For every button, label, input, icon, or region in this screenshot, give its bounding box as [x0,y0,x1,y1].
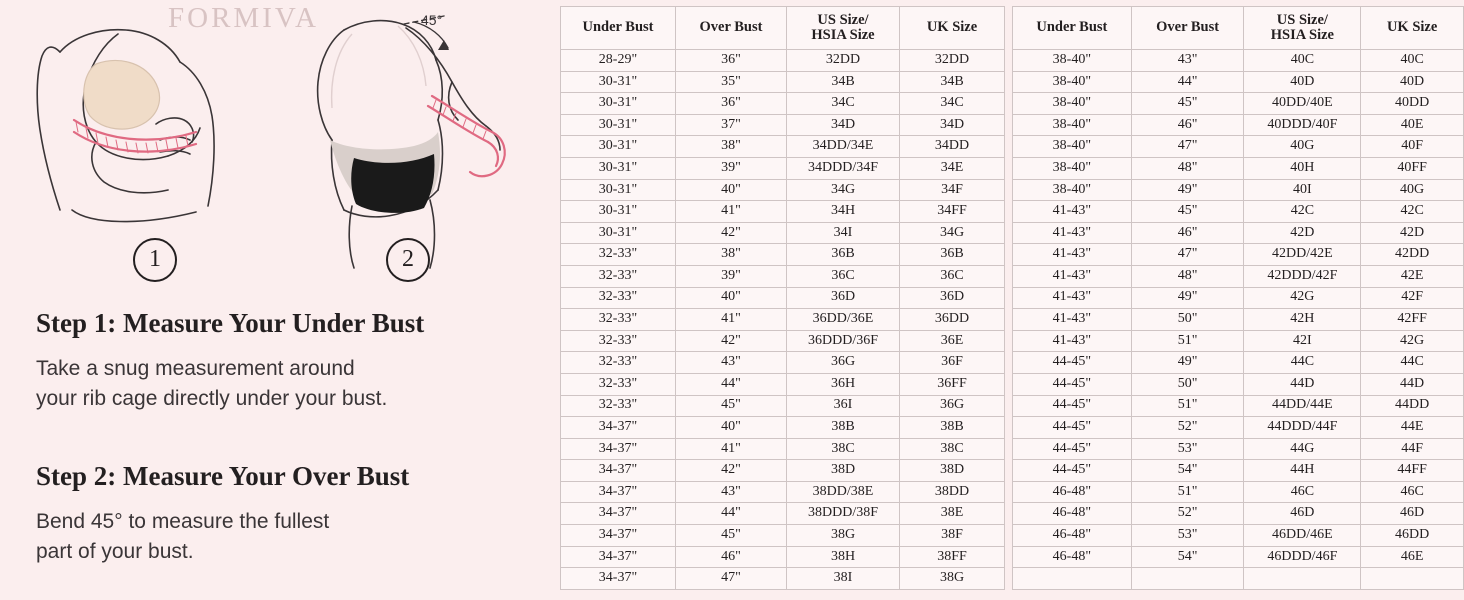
cell-under-bust [1013,568,1132,590]
cell-under-bust: 30-31" [561,136,676,158]
cell-uk-size: 42F [1361,287,1464,309]
size-table-left-head [561,7,1005,50]
cell-under-bust: 34-37" [561,417,676,439]
cell-uk-size: 40FF [1361,157,1464,179]
step2-body-line2: part of your bust. [36,540,194,563]
step-marker-2: 2 [386,238,430,282]
cell-uk-size: 40D [1361,71,1464,93]
table-row [1013,546,1464,568]
cell-under-bust: 44-45" [1013,395,1132,417]
cell-over-bust: 52" [1131,503,1244,525]
cell-uk-size: 42FF [1361,309,1464,331]
cell-uk-size: 38E [900,503,1005,525]
cell-uk-size: 40C [1361,50,1464,72]
cell-uk-size: 36B [900,244,1005,266]
cell-us-size: 38H [787,546,900,568]
cell-over-bust: 47" [1131,136,1244,158]
cell-over-bust: 50" [1131,309,1244,331]
cell-uk-size: 46E [1361,546,1464,568]
size-table-right-body [1013,50,1464,590]
cell-us-size: 40C [1244,50,1361,72]
header-under-bust: Under Bust [1013,7,1132,50]
table-row [561,287,1005,309]
cell-over-bust: 50" [1131,373,1244,395]
cell-over-bust: 53" [1131,525,1244,547]
step1-body-line1: Take a snug measurement around [36,357,355,380]
table-row [561,93,1005,115]
cell-over-bust: 47" [676,568,787,590]
cell-us-size: 44C [1244,352,1361,374]
cell-under-bust: 30-31" [561,93,676,115]
cell-over-bust: 41" [676,309,787,331]
cell-uk-size: 34B [900,71,1005,93]
table-row [561,201,1005,223]
cell-us-size: 44G [1244,438,1361,460]
cell-over-bust: 42" [676,460,787,482]
cell-uk-size: 46DD [1361,525,1464,547]
table-row [1013,417,1464,439]
header-us-size [1244,7,1361,50]
header-uk-size: UK Size [1361,7,1464,50]
cell-under-bust: 30-31" [561,201,676,223]
table-row [561,114,1005,136]
cell-uk-size [1361,568,1464,590]
cell-uk-size: 34G [900,222,1005,244]
cell-over-bust: 40" [676,287,787,309]
cell-uk-size: 44E [1361,417,1464,439]
table-row [1013,287,1464,309]
cell-uk-size: 40G [1361,179,1464,201]
table-row [1013,395,1464,417]
cell-under-bust: 32-33" [561,330,676,352]
cell-under-bust: 38-40" [1013,93,1132,115]
cell-over-bust: 43" [1131,50,1244,72]
cell-over-bust: 51" [1131,395,1244,417]
cell-uk-size: 34DD [900,136,1005,158]
table-row [561,157,1005,179]
table-row [1013,309,1464,331]
cell-over-bust: 40" [676,417,787,439]
table-row [1013,201,1464,223]
cell-us-size: 36B [787,244,900,266]
cell-us-size: 42I [1244,330,1361,352]
cell-uk-size: 36DD [900,309,1005,331]
cell-over-bust: 39" [676,265,787,287]
cell-us-size: 38C [787,438,900,460]
cell-under-bust: 44-45" [1013,352,1132,374]
cell-under-bust: 32-33" [561,395,676,417]
cell-us-size: 40D [1244,71,1361,93]
cell-under-bust: 41-43" [1013,244,1132,266]
cell-under-bust: 32-33" [561,265,676,287]
cell-us-size: 36H [787,373,900,395]
cell-us-size: 44D [1244,373,1361,395]
size-table-left-wrapper [560,6,1005,590]
cell-us-size: 42DD/42E [1244,244,1361,266]
cell-over-bust: 38" [676,244,787,266]
size-table-left-body [561,50,1005,590]
cell-us-size: 34H [787,201,900,223]
table-row [561,417,1005,439]
cell-us-size: 46D [1244,503,1361,525]
cell-under-bust: 41-43" [1013,309,1132,331]
table-row [1013,525,1464,547]
cell-under-bust: 34-37" [561,481,676,503]
cell-under-bust: 34-37" [561,546,676,568]
header-uk-size: UK Size [900,7,1005,50]
cell-uk-size: 42C [1361,201,1464,223]
cell-over-bust: 41" [676,438,787,460]
cell-over-bust: 44" [676,503,787,525]
cell-over-bust: 51" [1131,330,1244,352]
cell-over-bust: 45" [1131,93,1244,115]
cell-us-size: 46DDD/46F [1244,546,1361,568]
cell-over-bust: 43" [676,481,787,503]
header-us-size-line1: US Size/ [817,11,869,28]
cell-us-size: 44DD/44E [1244,395,1361,417]
cell-under-bust: 44-45" [1013,438,1132,460]
cell-over-bust: 53" [1131,438,1244,460]
cell-under-bust: 34-37" [561,568,676,590]
table-row [561,503,1005,525]
cell-under-bust: 34-37" [561,438,676,460]
cell-uk-size: 46D [1361,503,1464,525]
cell-under-bust: 41-43" [1013,201,1132,223]
table-row [561,50,1005,72]
cell-under-bust: 38-40" [1013,71,1132,93]
table-row [561,460,1005,482]
cell-under-bust: 38-40" [1013,157,1132,179]
table-row [1013,93,1464,115]
cell-under-bust: 38-40" [1013,50,1132,72]
cell-us-size: 34DDD/34F [787,157,900,179]
cell-over-bust: 35" [676,71,787,93]
table-row [1013,330,1464,352]
table-row [561,395,1005,417]
cell-under-bust: 41-43" [1013,287,1132,309]
size-table-left [560,6,1005,590]
table-row [1013,481,1464,503]
table-row [561,352,1005,374]
cell-uk-size: 34F [900,179,1005,201]
cell-over-bust: 48" [1131,157,1244,179]
cell-us-size: 38B [787,417,900,439]
table-row [561,309,1005,331]
header-us-size-line2: HSIA Size [1270,27,1334,43]
cell-under-bust: 41-43" [1013,265,1132,287]
table-row [561,136,1005,158]
table-row [1013,222,1464,244]
brand-logo: FORMIVA [168,2,320,34]
cell-over-bust: 45" [676,525,787,547]
table-row [561,546,1005,568]
cell-over-bust: 54" [1131,546,1244,568]
cell-under-bust: 30-31" [561,179,676,201]
cell-under-bust: 46-48" [1013,481,1132,503]
table-row [1013,157,1464,179]
table-row [1013,568,1464,590]
size-table-right-head [1013,7,1464,50]
cell-us-size: 34B [787,71,900,93]
cell-us-size: 38DD/38E [787,481,900,503]
cell-under-bust: 38-40" [1013,114,1132,136]
cell-over-bust: 54" [1131,460,1244,482]
cell-us-size: 36G [787,352,900,374]
cell-uk-size: 40DD [1361,93,1464,115]
cell-under-bust: 44-45" [1013,460,1132,482]
cell-over-bust: 40" [676,179,787,201]
cell-us-size: 40G [1244,136,1361,158]
cell-over-bust: 37" [676,114,787,136]
table-row [1013,136,1464,158]
cell-under-bust: 41-43" [1013,330,1132,352]
cell-over-bust: 46" [676,546,787,568]
table-row [1013,460,1464,482]
table-row [1013,244,1464,266]
instructions-panel [0,0,552,600]
cell-over-bust: 48" [1131,265,1244,287]
size-table-right-wrapper [1012,6,1464,590]
cell-uk-size: 42D [1361,222,1464,244]
cell-us-size: 44DDD/44F [1244,417,1361,439]
cell-us-size: 38G [787,525,900,547]
cell-us-size: 36DDD/36F [787,330,900,352]
table-row [561,481,1005,503]
cell-under-bust: 46-48" [1013,546,1132,568]
table-header-row [561,7,1005,50]
table-row [1013,503,1464,525]
cell-under-bust: 38-40" [1013,136,1132,158]
measurement-illustration [0,0,552,290]
cell-uk-size: 40F [1361,136,1464,158]
cell-uk-size: 38B [900,417,1005,439]
cell-us-size: 36C [787,265,900,287]
cell-over-bust: 49" [1131,287,1244,309]
cell-under-bust: 44-45" [1013,417,1132,439]
header-us-size [787,7,900,50]
cell-us-size: 36DD/36E [787,309,900,331]
table-row [561,71,1005,93]
cell-over-bust: 45" [1131,201,1244,223]
cell-us-size: 40I [1244,179,1361,201]
cell-uk-size: 44D [1361,373,1464,395]
table-row [561,222,1005,244]
cell-uk-size: 42G [1361,330,1464,352]
cell-us-size: 34I [787,222,900,244]
cell-uk-size: 38G [900,568,1005,590]
cell-over-bust: 42" [676,222,787,244]
cell-over-bust: 49" [1131,179,1244,201]
cell-uk-size: 42E [1361,265,1464,287]
cell-under-bust: 32-33" [561,373,676,395]
table-row [561,525,1005,547]
cell-uk-size: 40E [1361,114,1464,136]
cell-under-bust: 32-33" [561,309,676,331]
table-row [561,438,1005,460]
cell-uk-size: 36D [900,287,1005,309]
cell-under-bust: 41-43" [1013,222,1132,244]
cell-us-size: 42DDD/42F [1244,265,1361,287]
cell-over-bust: 41" [676,201,787,223]
cell-over-bust: 39" [676,157,787,179]
cell-uk-size: 34D [900,114,1005,136]
angle-label: 45° [421,12,443,28]
table-header-row [1013,7,1464,50]
header-us-size-line1: US Size/ [1276,11,1328,28]
step2-body-line1: Bend 45° to measure the fullest [36,510,330,533]
cell-us-size: 38D [787,460,900,482]
cell-uk-size: 44F [1361,438,1464,460]
table-row [561,179,1005,201]
cell-under-bust: 32-33" [561,244,676,266]
cell-uk-size: 38F [900,525,1005,547]
cell-us-size: 46DD/46E [1244,525,1361,547]
cell-us-size: 40H [1244,157,1361,179]
cell-us-size: 36I [787,395,900,417]
cell-us-size: 46C [1244,481,1361,503]
cell-us-size: 36D [787,287,900,309]
cell-under-bust: 44-45" [1013,373,1132,395]
table-row [561,265,1005,287]
header-under-bust: Under Bust [561,7,676,50]
cell-us-size: 42H [1244,309,1361,331]
header-us-size-line2: HSIA Size [811,27,875,43]
cell-us-size: 34DD/34E [787,136,900,158]
cell-us-size: 38I [787,568,900,590]
cell-uk-size: 44C [1361,352,1464,374]
table-row [1013,265,1464,287]
table-row [1013,71,1464,93]
cell-under-bust: 38-40" [1013,179,1132,201]
cell-under-bust: 30-31" [561,71,676,93]
cell-over-bust: 36" [676,93,787,115]
cell-uk-size: 44FF [1361,460,1464,482]
header-over-bust: Over Bust [676,7,787,50]
cell-us-size: 42G [1244,287,1361,309]
step1-body-line2: your rib cage directly under your bust. [36,387,388,410]
cell-over-bust: 36" [676,50,787,72]
cell-uk-size: 42DD [1361,244,1464,266]
table-row [1013,50,1464,72]
cell-under-bust: 30-31" [561,157,676,179]
cell-uk-size: 36E [900,330,1005,352]
cell-under-bust: 34-37" [561,503,676,525]
cell-us-size: 34D [787,114,900,136]
table-row [561,373,1005,395]
cell-under-bust: 34-37" [561,460,676,482]
table-row [561,244,1005,266]
cell-over-bust: 47" [1131,244,1244,266]
step-marker-1: 1 [133,238,177,282]
cell-us-size: 40DD/40E [1244,93,1361,115]
table-row [1013,352,1464,374]
table-row [1013,373,1464,395]
cell-uk-size: 36FF [900,373,1005,395]
cell-over-bust: 51" [1131,481,1244,503]
cell-us-size: 42D [1244,222,1361,244]
cell-uk-size: 38DD [900,481,1005,503]
header-over-bust: Over Bust [1131,7,1244,50]
cell-over-bust: 49" [1131,352,1244,374]
cell-uk-size: 32DD [900,50,1005,72]
cell-us-size: 34G [787,179,900,201]
cell-uk-size: 34C [900,93,1005,115]
cell-uk-size: 34FF [900,201,1005,223]
cell-under-bust: 30-31" [561,114,676,136]
cell-uk-size: 38C [900,438,1005,460]
cell-over-bust: 52" [1131,417,1244,439]
cell-us-size: 34C [787,93,900,115]
cell-over-bust: 45" [676,395,787,417]
table-row [1013,179,1464,201]
table-row [561,568,1005,590]
step2-body [36,507,329,567]
cell-under-bust: 34-37" [561,525,676,547]
cell-under-bust: 30-31" [561,222,676,244]
cell-uk-size: 46C [1361,481,1464,503]
cell-under-bust: 46-48" [1013,503,1132,525]
step2-heading: Step 2: Measure Your Over Bust [36,461,410,491]
cell-uk-size: 36F [900,352,1005,374]
cell-under-bust: 28-29" [561,50,676,72]
cell-us-size: 40DDD/40F [1244,114,1361,136]
cell-over-bust: 42" [676,330,787,352]
cell-uk-size: 36G [900,395,1005,417]
cell-uk-size: 36C [900,265,1005,287]
cell-under-bust: 32-33" [561,287,676,309]
cell-us-size [1244,568,1361,590]
cell-us-size: 38DDD/38F [787,503,900,525]
cell-over-bust: 43" [676,352,787,374]
cell-uk-size: 38D [900,460,1005,482]
cell-over-bust: 46" [1131,222,1244,244]
cell-over-bust [1131,568,1244,590]
table-row [1013,114,1464,136]
cell-us-size: 44H [1244,460,1361,482]
cell-uk-size: 44DD [1361,395,1464,417]
table-row [561,330,1005,352]
step1-heading: Step 1: Measure Your Under Bust [36,308,425,338]
cell-over-bust: 44" [676,373,787,395]
cell-over-bust: 38" [676,136,787,158]
size-table-right [1012,6,1464,590]
table-row [1013,438,1464,460]
step1-body [36,354,387,414]
cell-under-bust: 32-33" [561,352,676,374]
cell-uk-size: 38FF [900,546,1005,568]
cell-uk-size: 34E [900,157,1005,179]
cell-under-bust: 46-48" [1013,525,1132,547]
cell-us-size: 32DD [787,50,900,72]
cell-over-bust: 44" [1131,71,1244,93]
cell-over-bust: 46" [1131,114,1244,136]
cell-us-size: 42C [1244,201,1361,223]
